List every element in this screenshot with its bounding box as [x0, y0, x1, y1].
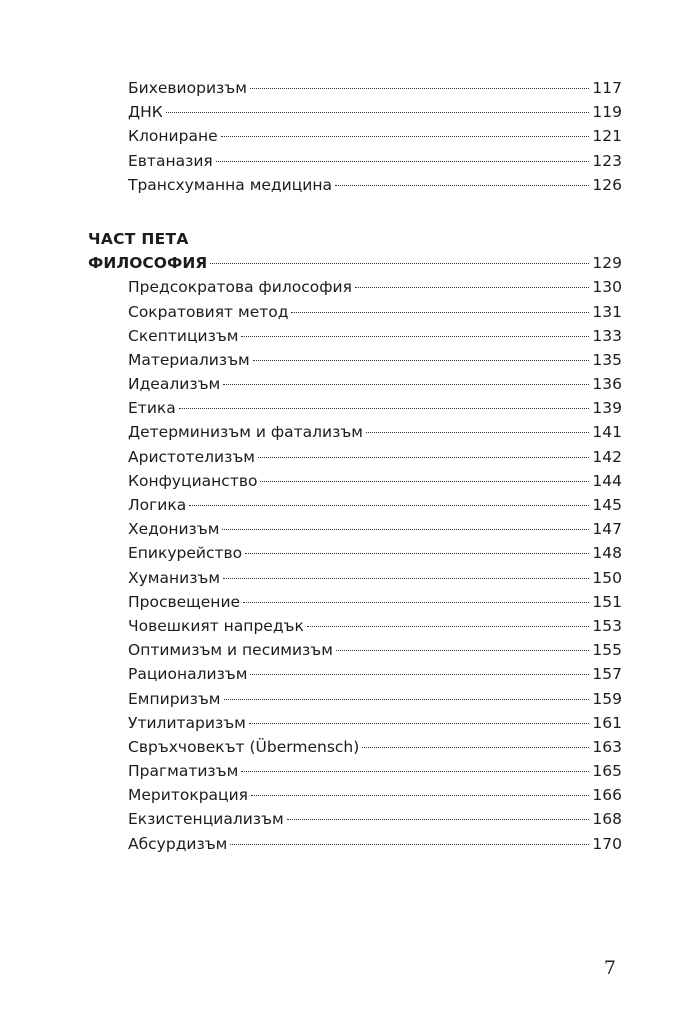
toc-entry-page: 123 — [592, 151, 622, 170]
toc-entry[interactable] — [88, 372, 622, 396]
dot-leader — [223, 578, 589, 579]
toc-entry[interactable] — [88, 324, 622, 348]
toc-entry-page: 155 — [592, 641, 622, 660]
part-heading: ЧАСТ ПЕТА — [88, 229, 189, 248]
toc-entry[interactable] — [88, 149, 622, 173]
toc-entry[interactable] — [88, 300, 622, 324]
toc-entry-title: ДНК — [128, 103, 163, 122]
dot-leader — [251, 795, 589, 796]
toc-entry[interactable] — [88, 124, 622, 148]
dot-leader — [260, 481, 589, 482]
toc-entry-title: Оптимизъм и песимизъм — [128, 641, 333, 660]
toc-entry[interactable] — [88, 832, 622, 856]
toc-entry[interactable] — [88, 76, 622, 100]
toc-entry-title: Сократовият метод — [128, 302, 289, 321]
toc-part-list — [88, 275, 622, 856]
toc-entry-title: Свръхчовекът (Übermensch) — [128, 737, 360, 756]
toc-entry-title: Идеализъм — [128, 375, 221, 394]
toc-entry[interactable] — [88, 100, 622, 124]
dot-leader — [210, 263, 589, 264]
dot-leader — [166, 112, 590, 113]
toc-entry-page: 126 — [592, 175, 622, 194]
toc-section-entry[interactable] — [88, 251, 622, 275]
toc-entry[interactable] — [88, 493, 622, 517]
toc-entry[interactable] — [88, 614, 622, 638]
toc-entry-page: 147 — [592, 520, 622, 539]
toc-entry-title: Рационализъм — [128, 665, 248, 684]
dot-leader — [250, 674, 589, 675]
toc-section-page: 129 — [592, 254, 622, 273]
toc-entry-title: Човешкият напредък — [128, 616, 304, 635]
page-number: 7 — [603, 957, 616, 979]
toc-entry[interactable] — [88, 566, 622, 590]
toc-entry-title: Емпиризъм — [128, 689, 221, 708]
toc-entry[interactable] — [88, 711, 622, 735]
toc-entry-title: Епикурейство — [128, 544, 243, 563]
toc-entry-page: 168 — [592, 810, 622, 829]
toc-entry-page: 131 — [592, 302, 622, 321]
toc-entry[interactable] — [88, 445, 622, 469]
dot-leader — [291, 312, 589, 313]
toc-entry-page: 145 — [592, 496, 622, 514]
toc-entry-page: 159 — [592, 689, 622, 708]
dot-leader — [249, 723, 590, 724]
toc-entry-page: 119 — [592, 103, 622, 122]
toc-entry-title: Скептицизъм — [128, 326, 239, 345]
toc-entry-title: Евтаназия — [128, 151, 213, 170]
toc-entry-title: Утилитаризъм — [128, 713, 246, 732]
dot-leader — [366, 432, 589, 433]
toc-entry[interactable] — [88, 590, 622, 614]
toc-entry[interactable] — [88, 735, 622, 759]
toc-entry[interactable] — [88, 687, 622, 711]
toc-entry-title: Трансхуманна медицина — [128, 175, 332, 194]
toc-entry-page: 150 — [592, 568, 622, 587]
toc-entry-page: 163 — [592, 737, 622, 756]
toc-entry-page: 148 — [592, 544, 622, 563]
toc-entry[interactable] — [88, 783, 622, 807]
toc-entry-page: 161 — [592, 713, 622, 732]
toc-entry-page: 133 — [592, 326, 622, 345]
toc-top-list — [88, 76, 622, 197]
toc-entry-page: 157 — [592, 665, 622, 684]
dot-leader — [253, 360, 590, 361]
dot-leader — [179, 408, 590, 409]
toc-entry-page: 139 — [592, 399, 622, 418]
dot-leader — [222, 529, 589, 530]
toc-entry-page: 130 — [592, 278, 622, 297]
toc-entry-title: Материализъм — [128, 350, 250, 369]
dot-leader — [221, 136, 590, 137]
dot-leader — [287, 819, 590, 820]
dot-leader — [230, 844, 589, 845]
toc-entry[interactable] — [88, 807, 622, 831]
toc-entry[interactable] — [88, 662, 622, 686]
toc-entry-title: Хедонизъм — [128, 520, 220, 539]
toc-entry-title: Прагматизъм — [128, 762, 239, 781]
toc-entry-title: Аристотелизъм — [128, 447, 255, 466]
toc-entry[interactable] — [88, 396, 622, 420]
table-of-contents — [88, 76, 622, 856]
toc-entry-page: 153 — [592, 616, 622, 635]
dot-leader — [336, 650, 589, 651]
toc-entry[interactable] — [88, 275, 622, 299]
dot-leader — [189, 505, 589, 506]
toc-entry-page: 121 — [592, 127, 622, 146]
toc-entry-title: Логика — [128, 496, 187, 514]
toc-entry-title: Етика — [128, 399, 176, 418]
toc-entry[interactable] — [88, 420, 622, 444]
toc-entry-title: Абсурдизъм — [128, 834, 228, 853]
toc-entry-page: 141 — [592, 423, 622, 442]
dot-leader — [362, 747, 589, 748]
toc-entry-title: Конфуцианство — [128, 471, 258, 490]
toc-entry-title: Бихевиоризъм — [128, 79, 247, 97]
toc-entry-page: 165 — [592, 762, 622, 781]
dot-leader — [216, 161, 590, 162]
toc-entry-title: Екзистенциализъм — [128, 810, 284, 829]
dot-leader — [250, 88, 589, 89]
toc-entry-page: 151 — [592, 592, 622, 611]
toc-entry-page: 117 — [592, 79, 622, 97]
toc-entry-title: Хуманизъм — [128, 568, 221, 587]
toc-entry-title: Меритокрация — [128, 786, 248, 805]
toc-entry-title: Просвещение — [128, 592, 241, 611]
dot-leader — [245, 553, 589, 554]
dot-leader — [307, 626, 590, 627]
dot-leader — [258, 457, 589, 458]
dot-leader — [355, 287, 590, 288]
part-spacer — [88, 197, 622, 227]
dot-leader — [224, 699, 590, 700]
toc-entry[interactable] — [88, 541, 622, 565]
toc-entry-page: 142 — [592, 447, 622, 466]
toc-entry[interactable] — [88, 759, 622, 783]
dot-leader — [241, 336, 589, 337]
toc-entry-page: 166 — [592, 786, 622, 805]
toc-entry[interactable] — [88, 469, 622, 493]
toc-section-title: ФИЛОСОФИЯ — [88, 254, 208, 273]
dot-leader — [223, 384, 589, 385]
dot-leader — [241, 771, 589, 772]
dot-leader — [335, 185, 589, 186]
toc-entry[interactable] — [88, 517, 622, 541]
toc-entry-page: 136 — [592, 375, 622, 394]
dot-leader — [243, 602, 589, 603]
toc-entry[interactable] — [88, 348, 622, 372]
toc-entry-page: 135 — [592, 350, 622, 369]
toc-entry-title: Предсократова философия — [128, 278, 352, 297]
toc-entry-page: 144 — [592, 471, 622, 490]
toc-entry-title: Клониране — [128, 127, 218, 146]
toc-entry-title: Детерминизъм и фатализъм — [128, 423, 363, 442]
toc-entry[interactable] — [88, 638, 622, 662]
toc-entry[interactable] — [88, 173, 622, 197]
toc-entry-page: 170 — [592, 834, 622, 853]
